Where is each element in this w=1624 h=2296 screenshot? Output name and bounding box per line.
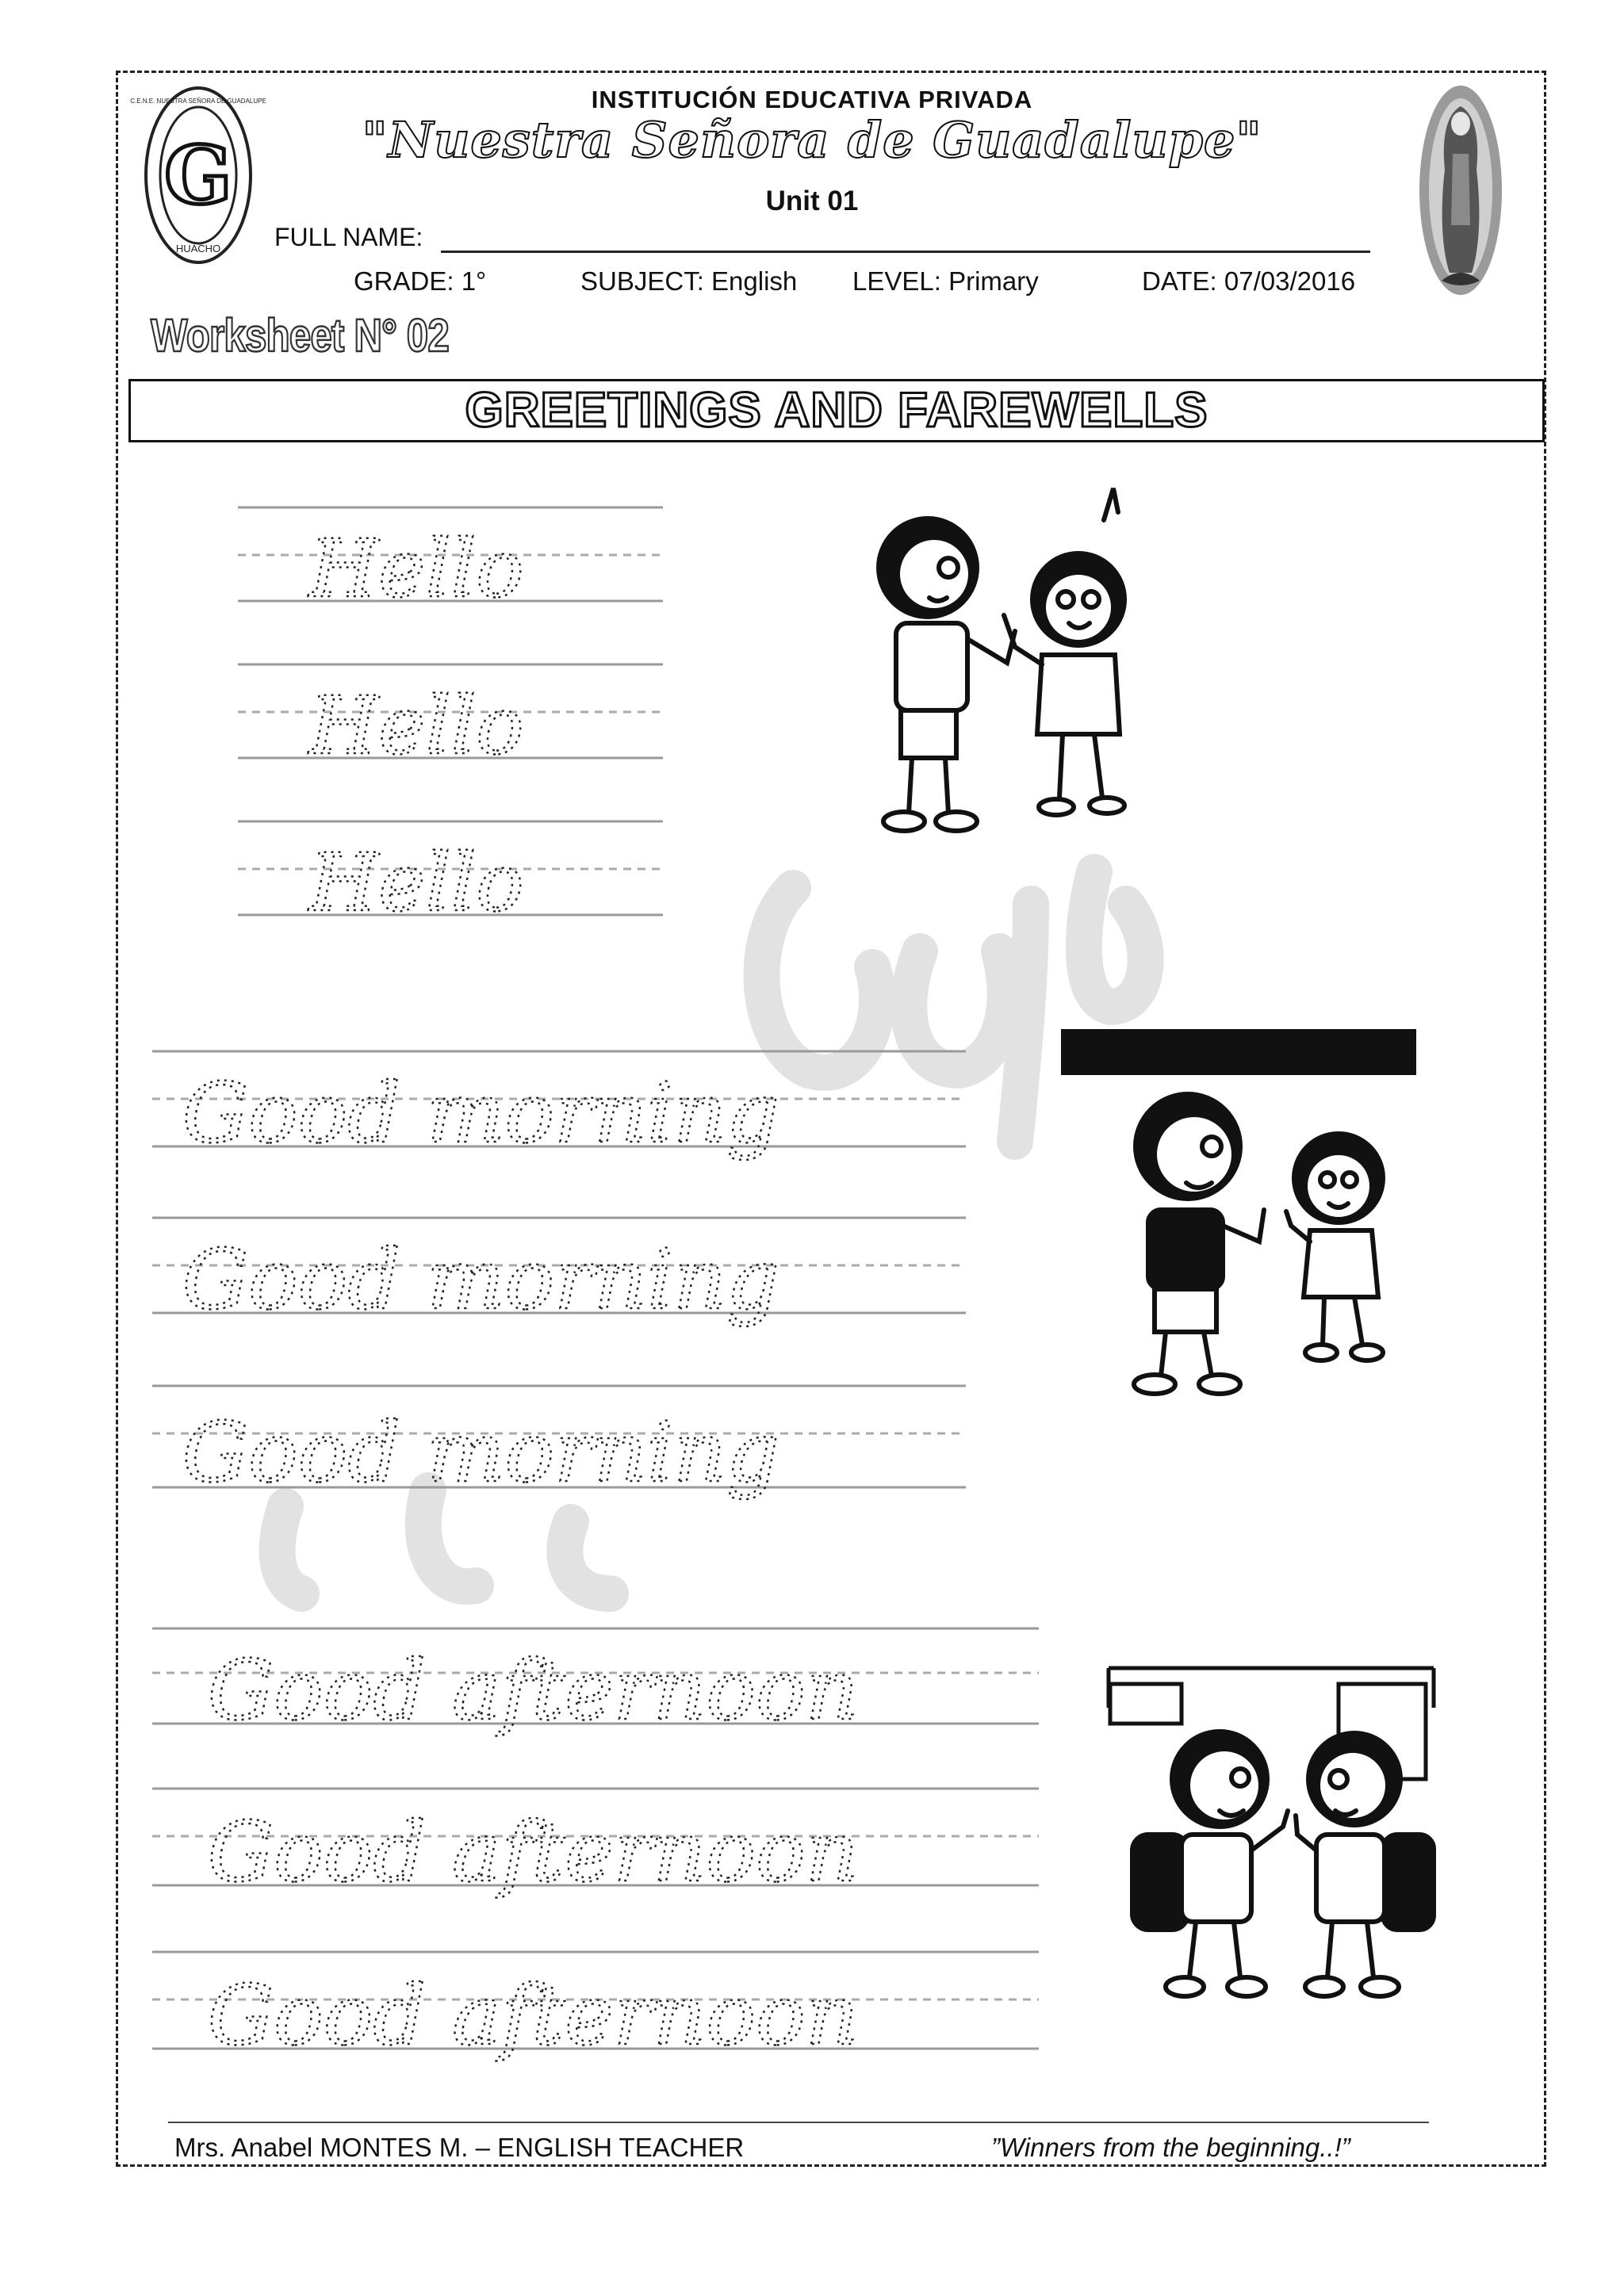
logo-ring-text: C.E.N.E. NUESTRA SEÑORA DE GUADALUPE bbox=[130, 98, 266, 105]
page-title: GREETINGS AND FAREWELLS bbox=[465, 383, 1208, 438]
schoolchildren-greeting-icon bbox=[1101, 1660, 1443, 2015]
institution-label: INSTITUCIÓN EDUCATIVA PRIVADA bbox=[591, 86, 1033, 113]
grade-label: GRADE: 1° bbox=[354, 266, 487, 296]
level-label: LEVEL: Primary bbox=[852, 266, 1039, 296]
trace-word: Hello bbox=[309, 679, 524, 772]
trace-phrase: Good afternoon bbox=[208, 1804, 859, 1900]
trace-word: Hello bbox=[309, 522, 524, 615]
trace-phrase: Good afternoon bbox=[208, 1967, 859, 2064]
full-name-label: FULL NAME: bbox=[274, 223, 423, 251]
school-name: "Nuestra Señora de Guadalupe" bbox=[362, 111, 1262, 169]
two-children-waving-icon bbox=[841, 480, 1174, 842]
worksheet-number: Worksheet N° 02 bbox=[151, 310, 449, 362]
trace-word: Hello bbox=[309, 836, 524, 929]
trace-phrase: Good morning bbox=[182, 1231, 779, 1328]
unit-label: Unit 01 bbox=[765, 186, 859, 216]
boy-and-girl-greeting-icon bbox=[1061, 1027, 1426, 1400]
date-label: DATE: 07/03/2016 bbox=[1142, 266, 1356, 296]
logo-letter: G bbox=[164, 128, 232, 222]
trace-phrase: Good morning bbox=[182, 1065, 779, 1161]
teacher-name: Mrs. Anabel MONTES M. – ENGLISH TEACHER bbox=[174, 2133, 745, 2162]
school-motto: ”Winners from the beginning..!” bbox=[991, 2133, 1350, 2162]
subject-label: SUBJECT: English bbox=[580, 266, 798, 296]
trace-phrase: Good morning bbox=[182, 1404, 779, 1501]
footer-rule bbox=[168, 2122, 1429, 2123]
trace-phrase: Good afternoon bbox=[208, 1642, 859, 1739]
logo-city: HUACHO bbox=[175, 243, 221, 254]
